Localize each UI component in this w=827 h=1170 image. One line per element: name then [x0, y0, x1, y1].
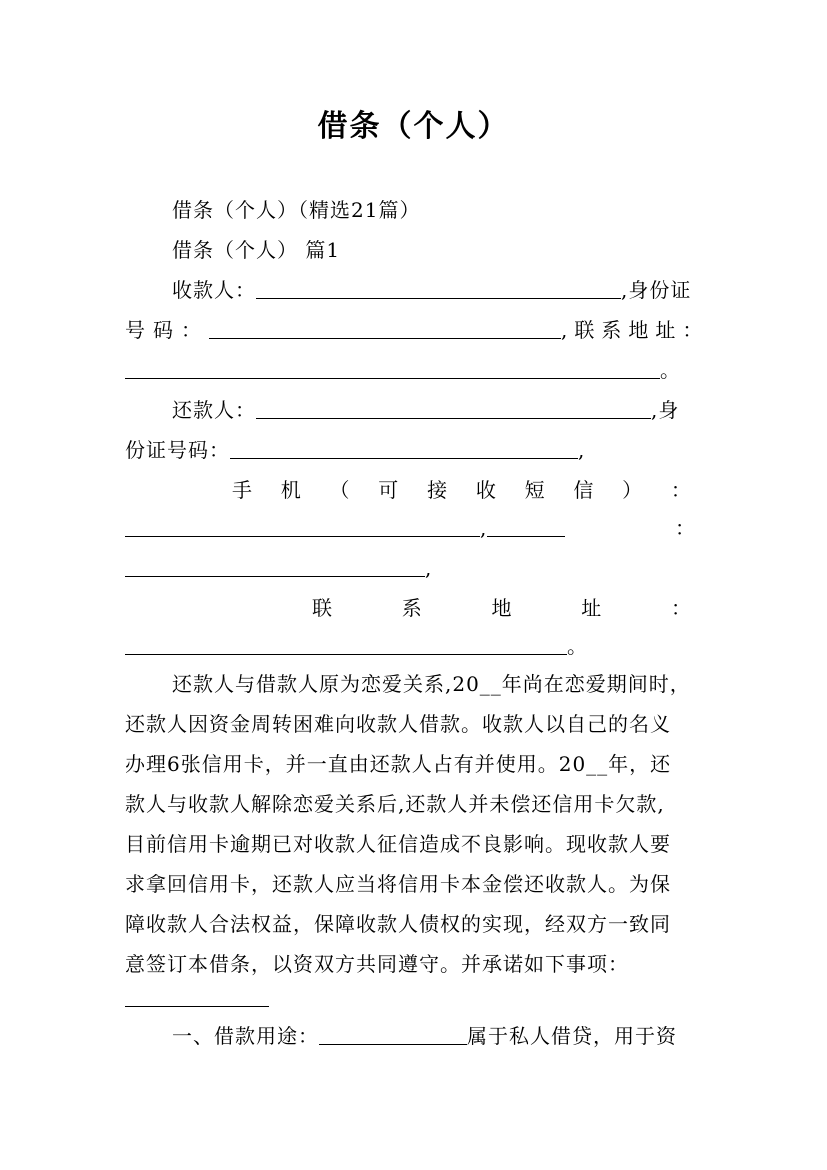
- payee-name-blank[interactable]: [256, 270, 621, 299]
- signature-blank-line: [125, 978, 702, 1018]
- payer-id-label: 份证号码：: [125, 438, 230, 462]
- body-line-2: 还款人因资金周转困难向收款人借款。收款人以自己的名义: [125, 712, 671, 736]
- payee-label: 收款人：: [172, 278, 256, 302]
- payer-id-line: [125, 430, 702, 470]
- payee-contact-label: ,联系地址：: [561, 318, 710, 342]
- payer-comma: ,: [578, 438, 586, 462]
- section-heading: 借条（个人） 篇1: [172, 238, 341, 262]
- item-1-blank[interactable]: [319, 1016, 467, 1045]
- payee-id-line: [125, 310, 710, 350]
- payer-phone-line: , ：: [125, 508, 702, 548]
- payer-line: [125, 390, 749, 430]
- payee-address-blank[interactable]: [125, 350, 660, 379]
- payer-id-blank[interactable]: [230, 430, 578, 459]
- payee-id-suffix: ,身份证: [621, 278, 692, 302]
- body-line-3: 办理6张信用卡，并一直由还款人占有并使用。20__年，还: [125, 752, 672, 776]
- payer-phone-label: 手 机 （ 可 接 收 短 信 ） ：: [232, 478, 692, 502]
- body-line-8: 意签订本借条，以资双方共同遵守。并承诺如下事项：: [125, 952, 629, 976]
- payer-name-blank[interactable]: [256, 390, 651, 419]
- payer-id-suffix: ,身: [651, 398, 680, 422]
- item-1-label: 一、借款用途：: [172, 1024, 319, 1048]
- payer-phone-colon: ：: [675, 516, 696, 540]
- body-line-6: 求拿回信用卡，还款人应当将信用卡本金偿还收款人。为保: [125, 872, 671, 896]
- payer-phone-blank-3[interactable]: [125, 548, 425, 577]
- payer-phone-line-2: ,: [125, 548, 702, 588]
- payer-address-line: 。: [125, 626, 702, 666]
- body-line-5: 目前信用卡逾期已对收款人征信造成不良影响。现收款人要: [125, 832, 671, 856]
- payee-address-line: [125, 350, 702, 390]
- payer-address-blank[interactable]: [125, 626, 567, 655]
- payee-id-label: 号码：: [125, 318, 209, 342]
- payee-id-blank[interactable]: [209, 310, 561, 339]
- payer-phone-blank[interactable]: [125, 508, 480, 537]
- payer-label: 还款人：: [172, 398, 256, 422]
- payer-phone-blank-2[interactable]: [487, 508, 565, 537]
- payer-address-label: 联 系 地 址 ：: [312, 596, 692, 620]
- item-1-line: [125, 1016, 749, 1056]
- signature-blank[interactable]: [125, 978, 269, 1007]
- payee-line: [125, 270, 749, 310]
- subtitle: 借条（个人）（精选21篇）: [172, 198, 421, 222]
- body-line-4: 款人与收款人解除恋爱关系后,还款人并未偿还信用卡欠款,: [125, 792, 665, 816]
- body-line-1: 还款人与借款人原为恋爱关系,20__年尚在恋爱期间时，: [172, 672, 691, 696]
- body-line-7: 障收款人合法权益，保障收款人债权的实现，经双方一致同: [125, 912, 671, 936]
- item-1-text: 属于私人借贷，用于资: [467, 1024, 677, 1048]
- payee-end: 。: [660, 358, 681, 382]
- document-title: 借条（个人）: [317, 109, 510, 144]
